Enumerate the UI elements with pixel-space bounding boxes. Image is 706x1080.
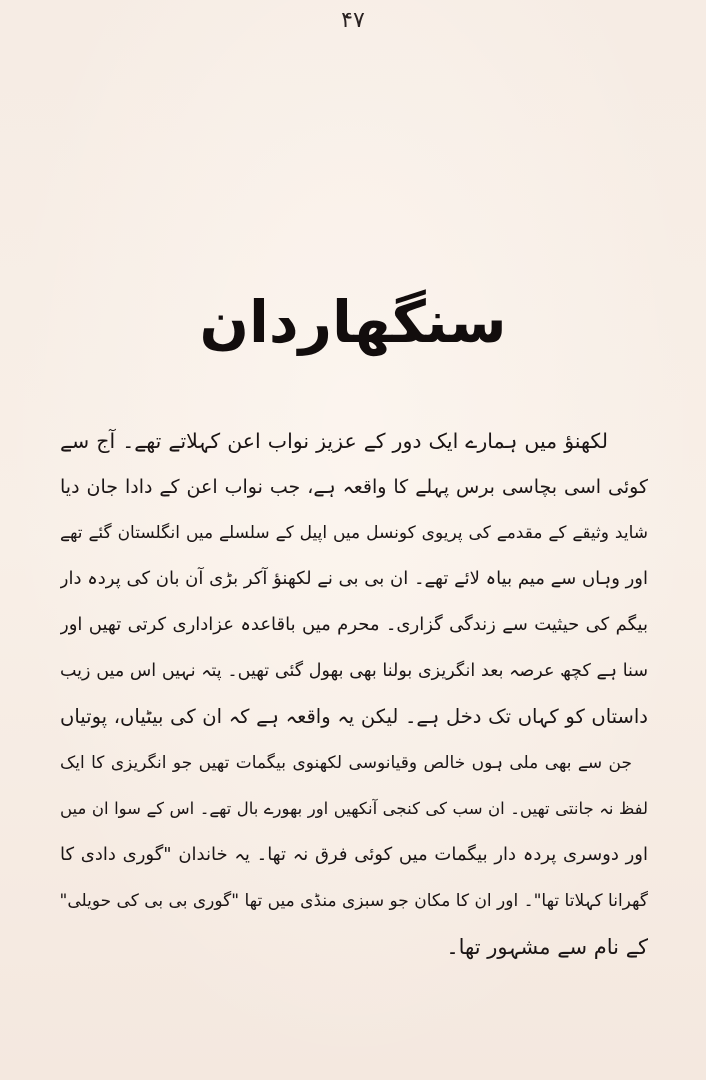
text-line: اور دوسری پردہ دار بیگمات میں کوئی فرق نہ تھا۔ یہ خاندان "گوری دادی کا <box>60 844 648 865</box>
text-line: گھرانا کہلاتا تھا"۔ اور ان کا مکان جو سبزی منڈی میں تھا "گوری بی بی کی حویلی" <box>60 891 648 911</box>
text-line: بیگم کی حیثیت سے زندگی گزاری۔ محرم میں باقاعدہ عزاداری کرتی تھیں اور <box>60 614 648 635</box>
text-line: کوئی اسی بچاسی برس پہلے کا واقعہ ہے، جب نواب اعن کے دادا جان دیا <box>60 476 648 498</box>
text-line: کے نام سے مشہور تھا۔ <box>446 935 648 959</box>
page-number: ۴۷ <box>341 8 365 33</box>
text-line: شاید وثیقے کے مقدمے کی پریوی کونسل میں اپیل کے سلسلے میں انگلستان گئے تھے <box>60 523 648 543</box>
text-line: سنا ہے کچھ عرصہ بعد انگریزی بولنا بھی بھول گئی تھیں۔ پتہ نہیں اس میں زیب <box>60 661 648 681</box>
chapter-title: سنگھاردان <box>199 288 507 356</box>
text-line: لفظ نہ جانتی تھیں۔ ان سب کی کنجی آنکھیں اور بھورے بال تھے۔ اس کے سوا ان میں <box>60 799 648 818</box>
text-line: لکھنؤ میں ہمارے ایک دور کے عزیز نواب اعن کہلاتے تھے۔ آج سے <box>60 429 608 453</box>
text-line: داستاں کو کہاں تک دخل ہے۔ لیکن یہ واقعہ ہے کہ ان کی بیٹیاں، پوتیاں <box>60 705 648 728</box>
body-paragraph <box>60 418 648 970</box>
text-line: جن سے بھی ملی ہوں خالص وقیانوسی لکھنوی بیگمات تھیں جو انگریزی کا ایک <box>60 753 632 773</box>
text-line: اور وہاں سے میم بیاہ لائے تھے۔ ان بی بی نے لکھنؤ آکر بڑی آن بان کی پردہ دار <box>60 568 648 589</box>
